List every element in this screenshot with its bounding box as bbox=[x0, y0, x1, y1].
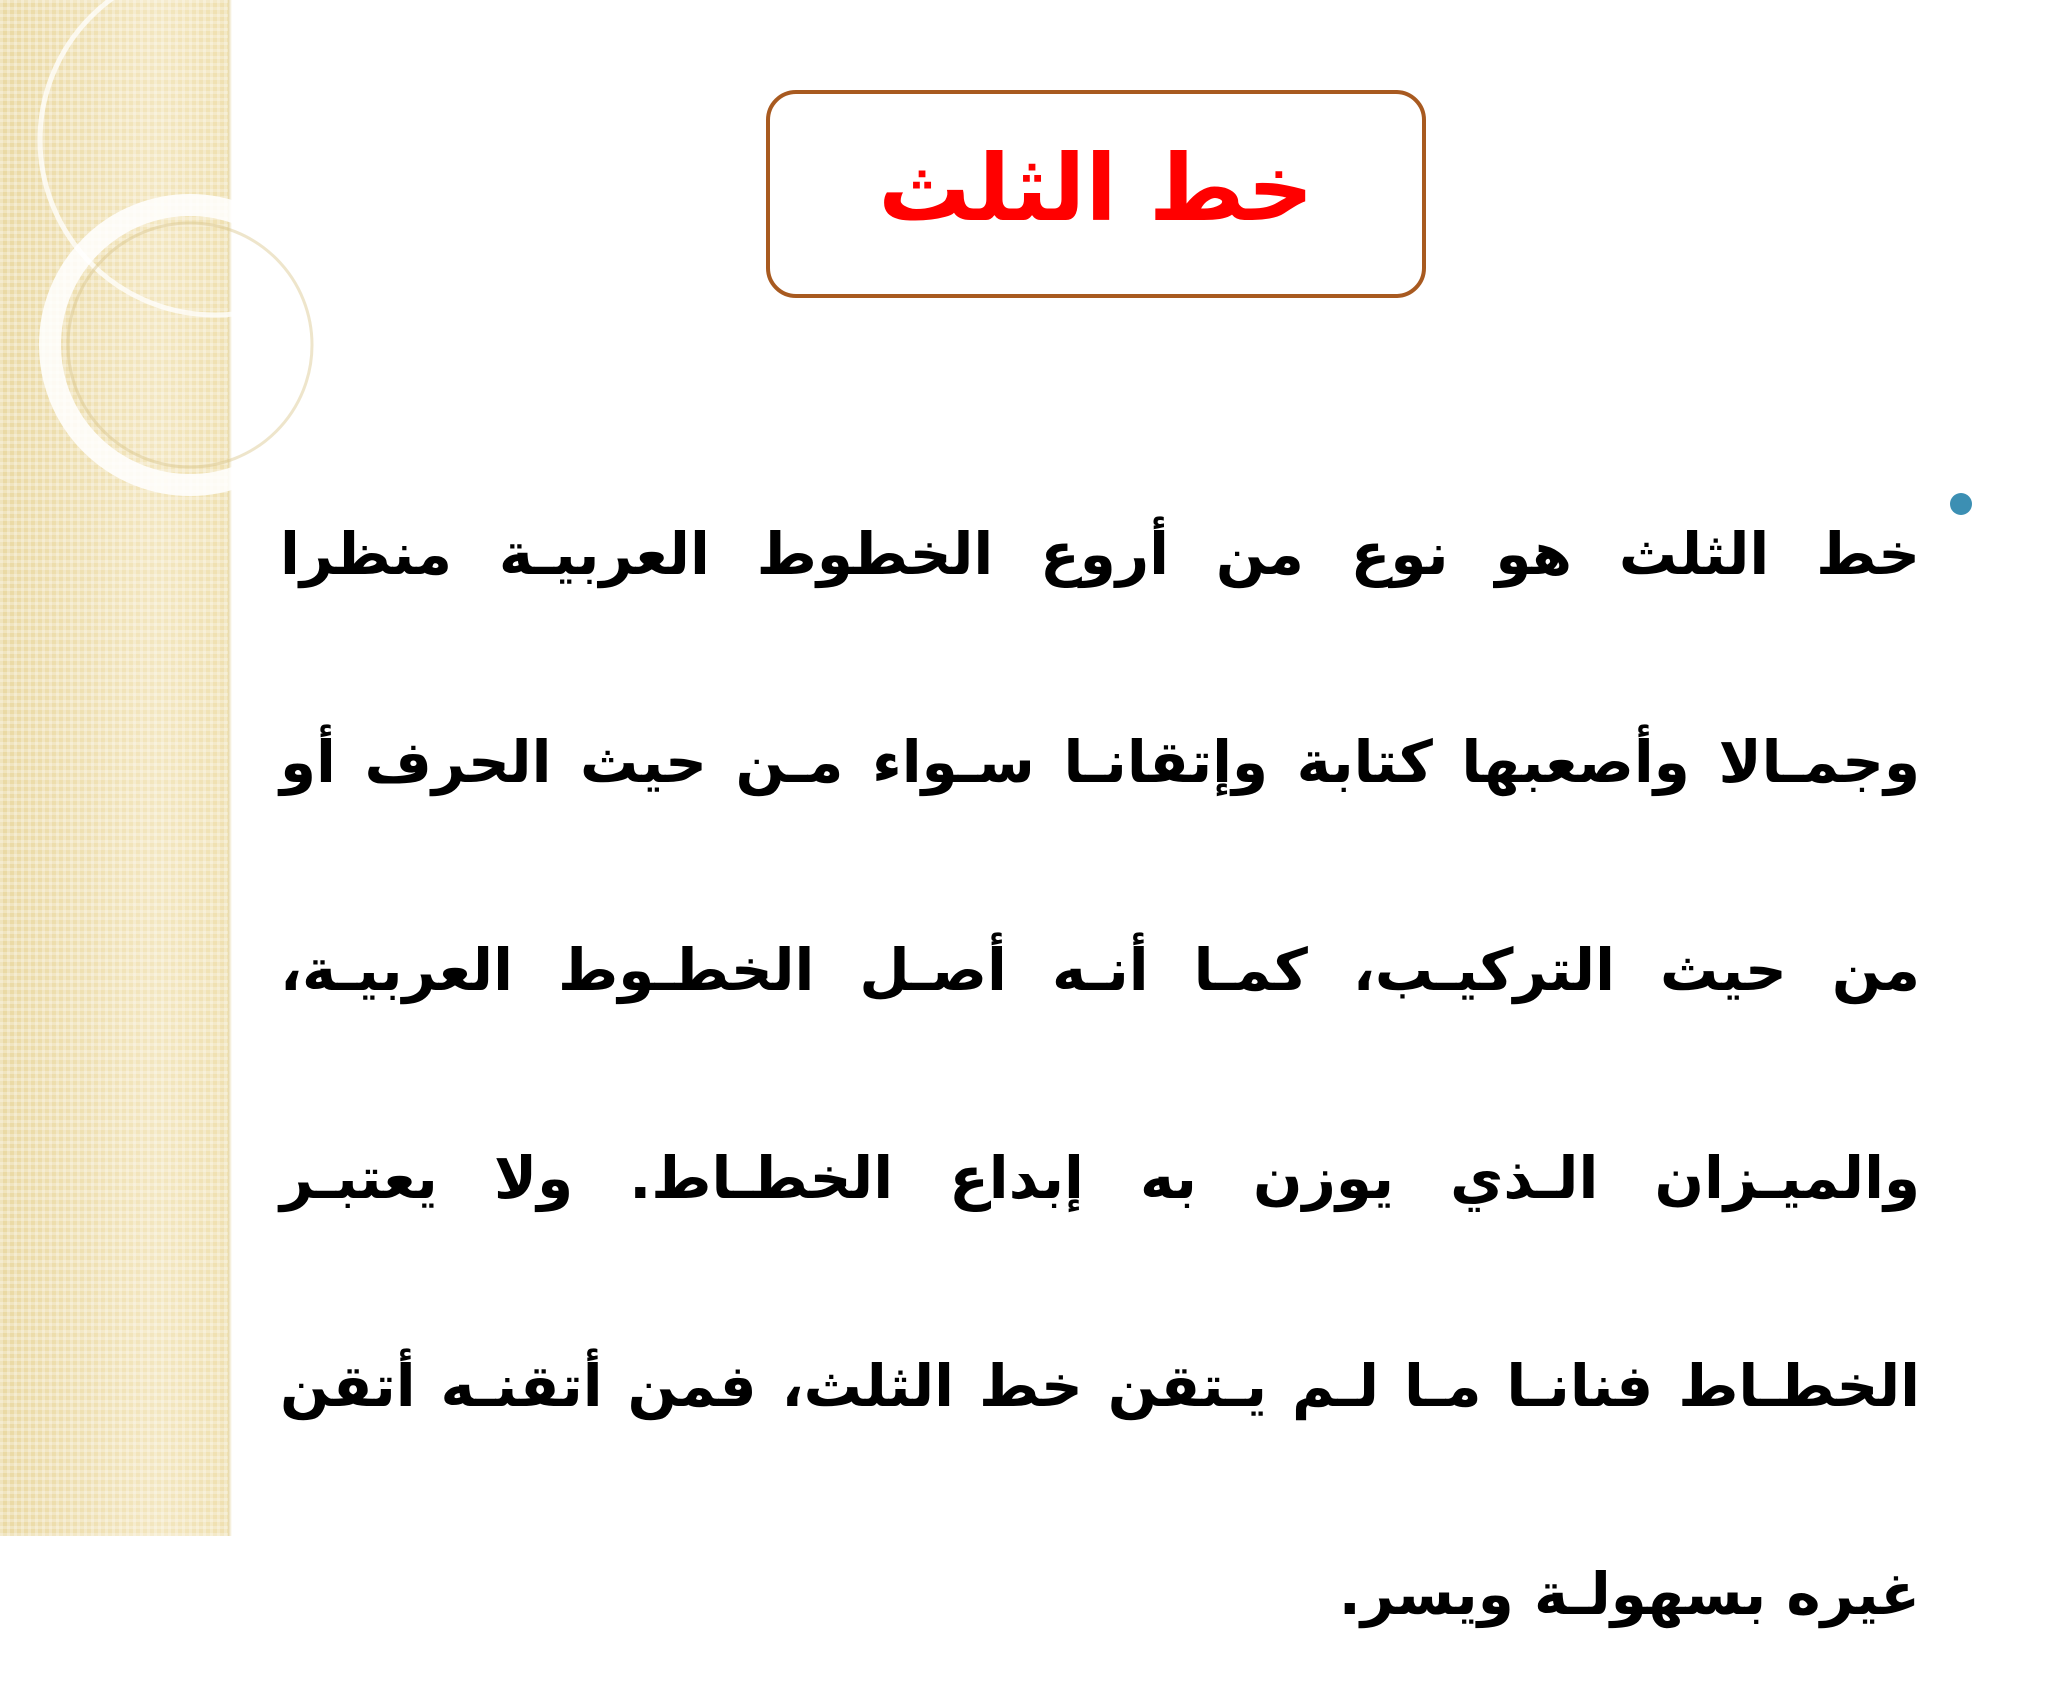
title-box bbox=[766, 90, 1426, 298]
body-paragraph: خط الثلث هو نوع من أروع الخطوط العربيـة منظرا وجمـالا وأصعبها كتابة وإتقانـا سـواء مـن حيث الحرف أو من حيث التركيـب، كمـا أنـه أصـل الخطـوط العربيـة، والميـزان الـذي يوزن به إبداع الخطـاط. ولا يعتبـر الخطـاط فنانـا مـا لـم يـتقن خط الثلث، فمن أتقنـه أتقن غيره بسهولـة ويسر. bbox=[280, 520, 1920, 1628]
bullet-icon bbox=[1950, 493, 1972, 515]
decorative-rings bbox=[0, 0, 232, 520]
slide-title: خط الثلث bbox=[878, 135, 1314, 242]
